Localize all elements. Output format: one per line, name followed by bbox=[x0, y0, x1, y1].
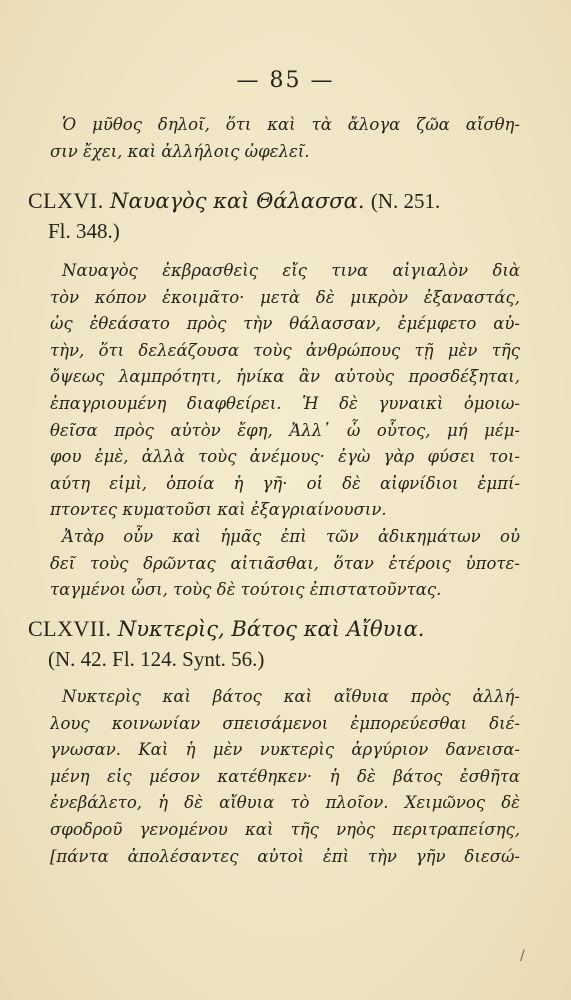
text-line: Νυκτερὶς καὶ βάτος καὶ αἴθυια πρὸς ἀλλή- bbox=[62, 687, 520, 706]
fable-reference: (N. 251. bbox=[370, 189, 441, 213]
fable-reference: (N. 42. Fl. 124. Synt. 56.) bbox=[48, 647, 265, 671]
text-line: σφοδροῦ γενομένου καὶ τῆς νηὸς περιτραπείσης, bbox=[50, 819, 520, 839]
text-line: αύτη εἰμὶ, ὁποία ἡ γῆ· οἱ δὲ αἰφνίδιοι ἐμπί- bbox=[50, 473, 520, 493]
text-line: ταγμένοι ὦσι, τοὺς δὲ τούτοις ἐπιστατοῦντας. bbox=[50, 580, 442, 600]
fable-167-body bbox=[50, 684, 520, 870]
fable-166-heading bbox=[28, 186, 540, 246]
page-number: — 85 — bbox=[236, 68, 335, 93]
fable-number: CLXVI. bbox=[28, 188, 104, 213]
fable-166-body bbox=[50, 258, 520, 604]
text-line: δεῖ τοὺς δρῶντας αἰτιᾶσθαι, ὅταν ἑτέροις ὑποτε- bbox=[50, 553, 520, 573]
text-line: πτοντες κυματοῦσι καὶ ἐξαγριαίνουσιν. bbox=[50, 500, 387, 520]
text-line: τὴν, ὅτι δελεάζουσα τοὺς ἀνθρώπους τῇ μὲν τῆς bbox=[50, 340, 520, 360]
fable-number: CLXVII. bbox=[28, 616, 112, 641]
text-line: ἐνεβάλετο, ἡ δὲ αἴθυια τὸ πλοῖον. Χειμῶνος δὲ bbox=[50, 793, 520, 813]
text-line: ἐπαγριουμένη διαφθείρει. Ἡ δὲ γυναικὶ ὁμοιω- bbox=[50, 393, 520, 413]
previous-fable-moral bbox=[50, 112, 520, 165]
text-line: ὄψεως λαμπρότητι, ἡνίκα ἂν αὐτοὺς προσδέξηται, bbox=[50, 367, 520, 387]
text-line: Ἀτὰρ οὖν καὶ ἡμᾶς ἐπὶ τῶν ἀδικημάτων οὐ bbox=[62, 526, 520, 546]
text-line: φου ἐμὲ, ἀλλὰ τοὺς ἀνέμους· ἐγὼ γὰρ φύσει τοι- bbox=[50, 447, 520, 467]
text-line: ὡς ἐθεάσατο πρὸς τὴν θάλασσαν, ἐμέμφετο αὐ- bbox=[50, 314, 520, 334]
text-line: λους κοινωνίαν σπεισάμενοι ἐμπορεύεσθαι διέ- bbox=[50, 713, 520, 733]
fable-reference-continued: Fl. 348.) bbox=[48, 219, 120, 243]
text-line: μένη εἰς μέσον κατέθηκεν· ἡ δὲ βάτος ἐσθῆτα bbox=[50, 766, 520, 786]
text-line: γνωσαν. Καὶ ἡ μὲν νυκτερὶς ἀργύριον δανεισα- bbox=[50, 740, 520, 760]
fable-title: Ναυαγὸς καὶ Θάλασσα. bbox=[110, 189, 365, 213]
text-line: θεῖσα πρὸς αὐτὸν ἔφη, Ἀλλ᾽ ὦ οὗτος, μή μέμ- bbox=[50, 420, 520, 440]
fable-167-heading bbox=[28, 614, 540, 674]
corner-mark: / bbox=[520, 948, 525, 964]
text-line: σιν ἔχει, καὶ ἀλλήλοις ὠφελεῖ. bbox=[50, 141, 310, 161]
fable-title: Νυκτερὶς, Βάτος καὶ Αἴθυια. bbox=[117, 617, 425, 641]
text-line: [πάντα ἀπολέσαντες αὐτοὶ ἐπὶ τὴν γῆν διεσώ- bbox=[50, 846, 520, 866]
text-line: Ναυαγὸς ἐκβρασθεὶς εἴς τινα αἰγιαλὸν διὰ bbox=[62, 261, 520, 280]
text-line: τὸν κόπον ἐκοιμᾶτο· μετὰ δὲ μικρὸν ἐξαναστάς, bbox=[50, 287, 520, 307]
text-line: Ὁ μῦθος δηλοῖ, ὅτι καὶ τὰ ἄλογα ζῶα αἴσθη- bbox=[62, 115, 520, 134]
